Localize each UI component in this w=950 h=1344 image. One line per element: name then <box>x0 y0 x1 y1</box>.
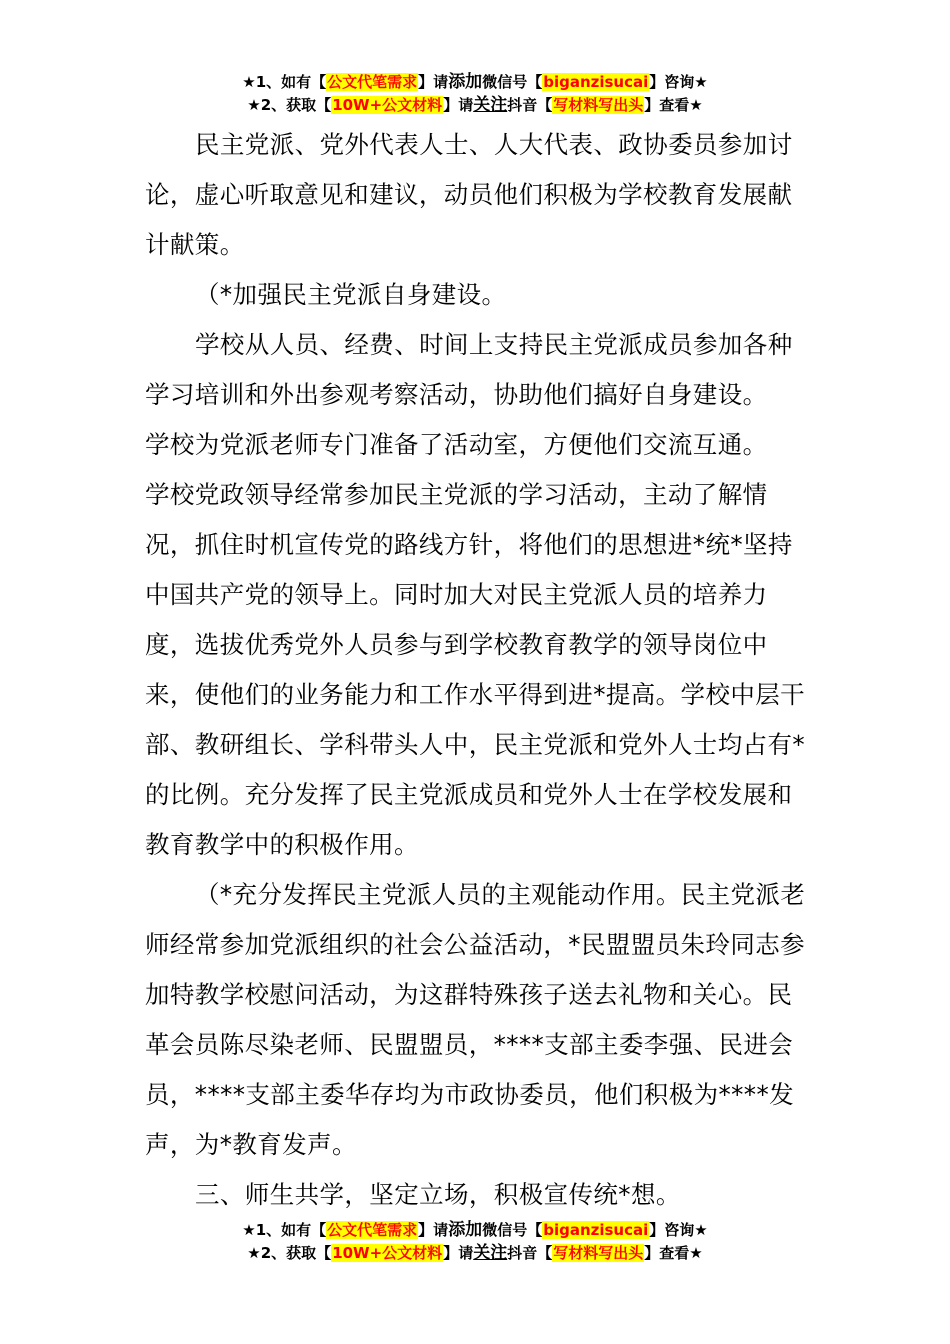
body-paragraph: 学校从人员、经费、时间上支持民主党派成员参加各种学习培训和外出参观考察活动，协助他们搞好自身建设。 <box>145 330 793 409</box>
body-paragraph: 民主党派、党外代表人士、人大代表、政协委员参加讨论，虚心听取意见和建议，动员他们积极为学校教育发展献计献策。 <box>145 130 793 259</box>
banner-text: 】咨询★ <box>649 1221 708 1239</box>
banner-emphasis: 关注 <box>473 1243 508 1263</box>
banner-text: 】请 <box>418 1221 449 1239</box>
banner-highlight: 写材料写出头 <box>553 96 644 114</box>
banner-highlight: 10W+公文材料 <box>332 96 443 114</box>
banner-text: 】请 <box>443 1244 474 1262</box>
banner-text: 】咨询★ <box>649 73 708 91</box>
section-heading: 三、师生共学，坚定立场，积极宣传统*想。 <box>195 1180 681 1209</box>
banner-highlight: biganzisucai <box>543 73 649 91</box>
banner-emphasis: 添加 <box>448 72 483 92</box>
banner-highlight: 10W+公文材料 <box>332 1244 443 1262</box>
banner-text: 】查看★ <box>644 96 703 114</box>
banner-text: 】查看★ <box>644 1244 703 1262</box>
banner-highlight: 写材料写出头 <box>553 1244 644 1262</box>
banner-text: 微信号【 <box>482 73 543 91</box>
banner-text: 微信号【 <box>482 1221 543 1239</box>
header-banner-line-1 <box>0 72 950 92</box>
footer-banner-line-2 <box>0 1243 950 1263</box>
body-paragraph: 学校为党派老师专门准备了活动室，方便他们交流互通。 <box>145 430 768 459</box>
banner-emphasis: 添加 <box>448 1220 483 1240</box>
banner-emphasis: 关注 <box>473 95 508 115</box>
banner-highlight: biganzisucai <box>543 1221 649 1239</box>
banner-text: 】请 <box>418 73 449 91</box>
banner-text: 抖音【 <box>507 96 553 114</box>
footer-banner-line-1 <box>0 1220 950 1240</box>
banner-highlight: 公文代笔需求 <box>327 1221 418 1239</box>
banner-text: ★2、获取【 <box>247 96 332 114</box>
banner-text: ★1、如有【 <box>242 73 327 91</box>
header-banner-line-2 <box>0 95 950 115</box>
banner-text: ★1、如有【 <box>242 1221 327 1239</box>
banner-text: 抖音【 <box>507 1244 553 1262</box>
banner-highlight: 公文代笔需求 <box>327 73 418 91</box>
section-heading: （*充分发挥民主党派人员的主观能动作用。民主党派老师经常参加党派组织的社会公益活动，*民盟盟员朱玲同志参加特教学校慰问活动，为这群特殊孩子送去礼物和关心。民革会员陈尽染老师、民盟盟员，****支部主委李强、民进会员，****支部主委华存均为市政协委员，他们积极为****发声，为*教育发声。 <box>145 880 806 1159</box>
banner-text: 】请 <box>443 96 474 114</box>
section-heading: （*加强民主党派自身建设。 <box>195 280 507 309</box>
document-body <box>145 120 810 1220</box>
banner-text: ★2、获取【 <box>247 1244 332 1262</box>
body-paragraph: 学校党政领导经常参加民主党派的学习活动，主动了解情况，抓住时机宣传党的路线方针，将他们的思想进*统*坚持中国共产党的领导上。同时加大对民主党派人员的培养力度，选拔优秀党外人员参与到学校教育教学的领导岗位中来，使他们的业务能力和工作水平得到进*提高。学校中层干部、教研组长、学科带头人中，民主党派和党外人士均占有*的比例。充分发挥了民主党派成员和党外人士在学校发展和教育教学中的积极作用。 <box>145 480 806 859</box>
